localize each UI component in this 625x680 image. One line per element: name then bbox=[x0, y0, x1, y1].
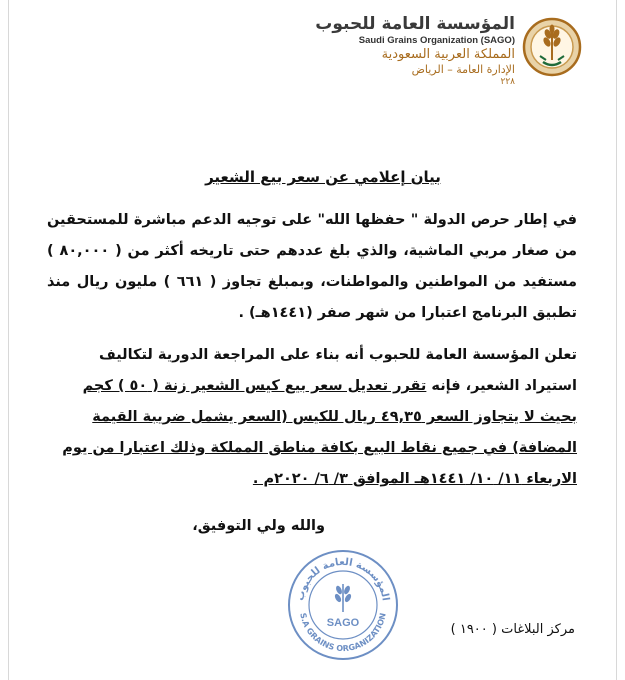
closing-line: والله ولي التوفيق، bbox=[192, 518, 325, 534]
stamp-text-arabic: المؤسسة العامة للحبوب bbox=[295, 556, 391, 602]
paragraph-2-line-2 bbox=[47, 371, 577, 402]
sago-logo-icon bbox=[521, 16, 583, 78]
paragraph-1: في إطار حرص الدولة " حفظها الله" على توجيه الدعم مباشرة للمستحقين من صغار مربي الماشية، والذي بلغ عددهم حتى تاريخه أكثر من ( ٨٠,٠٠٠ ) مستفيد من المواطنين والمواطنات، وبمبلغ تجاوز ( ٦٦١ ) مليون ريال منذ تطبيق البرنامج اعتبارا من شهر صفر (١٤٤١هـ) . bbox=[47, 212, 577, 321]
paragraph-2-line-2-underlined: تقرر تعديل سعر بيع كيس الشعير زنة ( ٥٠ ) كجم bbox=[82, 378, 427, 394]
org-name-arabic: المؤسسة العامة للحبوب bbox=[315, 14, 515, 34]
paragraph-2-line-1: تعلن المؤسسة العامة للحبوب أنه بناء على المراجعة الدورية لتكاليف bbox=[98, 347, 577, 363]
office-code: ٢٢٨ bbox=[500, 77, 515, 87]
paragraph-2-line-5: الاربعاء ١١/ ١٠/ ١٤٤١هـ الموافق ٣/ ٦/ ٢٠٢٠م . bbox=[252, 471, 577, 487]
kingdom-name: المملكة العربية السعودية bbox=[381, 47, 515, 62]
document-title: بيان إعلامي عن سعر بيع الشعير bbox=[205, 168, 441, 186]
admin-office: الإدارة العامة – الرياض bbox=[411, 63, 515, 76]
paragraph-2-line-4: المضافة) في جميع نقاط البيع بكافة مناطق المملكة وذلك اعتبارا من يوم bbox=[62, 440, 577, 456]
paragraph-2-line-3: بحيث لا يتجاوز السعر ٤٩,٣٥ ريال للكيس (السعر يشمل ضريبة القيمة bbox=[92, 409, 577, 425]
org-name-english: Saudi Grains Organization (SAGO) bbox=[358, 35, 515, 46]
official-stamp-icon bbox=[286, 548, 400, 662]
report-center-hotline: مركز البلاغات ( ١٩٠٠ ) bbox=[450, 622, 575, 637]
paragraph-2 bbox=[47, 340, 577, 495]
stamp-abbreviation: SAGO bbox=[326, 617, 360, 629]
stamp-text-english: S.A GRAINS ORGANIZATION bbox=[298, 612, 388, 654]
paragraph-2-line-2-plain: استيراد الشعير، فإنه bbox=[426, 378, 577, 394]
letterhead bbox=[255, 14, 515, 88]
